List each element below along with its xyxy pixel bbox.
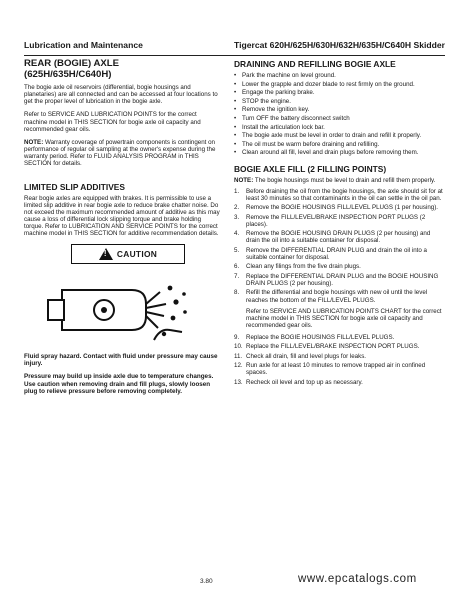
step-text: Run axle for at least 10 minutes to remove trapped air in confined spaces.: [246, 362, 426, 377]
note-label: NOTE:: [24, 138, 44, 146]
list-item: [234, 214, 445, 228]
step-number: 13.: [234, 378, 243, 386]
caution-label: CAUTION: [116, 248, 158, 259]
step-number: 8.: [234, 289, 240, 297]
caution-label-box: [71, 244, 185, 264]
list-item: [234, 263, 445, 270]
list-item: • Lower the grapple and dozer blade to rest firmly on the ground.: [234, 81, 445, 88]
step-number: 7.: [234, 272, 240, 280]
list-item: [234, 204, 445, 211]
draining-bullet-list: [234, 72, 445, 156]
list-item: [234, 362, 445, 376]
warranty-note: [24, 139, 221, 168]
list-item: [234, 273, 445, 287]
step-text: Before draining the oil from the bogie housings, the axle should sit for at least 30 minutes so that contaminants in the oil can settle in the oil pan.: [246, 187, 443, 202]
header-rule: [24, 55, 445, 56]
left-column: [24, 59, 221, 402]
list-item: [234, 188, 445, 202]
note-label: NOTE:: [234, 177, 254, 185]
list-item: • The bogie axle must be level in order to drain and refill it properly.: [234, 132, 445, 139]
list-item: [234, 334, 445, 341]
step-text: Check all drain, fill and level plugs for leaks.: [246, 352, 367, 360]
fill-steps-list: [234, 188, 445, 304]
pressure-warning: Pressure may build up inside axle due to temperature changes. Use caution when removing drain and fill plugs, slowly loosen plug to relieve pressure before removing completely.: [24, 373, 214, 396]
bogie-axle-heading: REAR (BOGIE) AXLE: [24, 58, 120, 69]
step-number: 3.: [234, 213, 240, 221]
step-text: Remove the DIFFERENTIAL DRAIN PLUG and drain the oil into a suitable container for disposal.: [246, 246, 427, 261]
fluid-spray-warning: Fluid spray hazard. Contact with fluid under pressure may cause injury.: [24, 352, 218, 367]
section-title: Lubrication and Maintenance: [24, 40, 143, 50]
list-item: • The oil must be warm before draining and refilling.: [234, 141, 445, 148]
limited-slip-heading: LIMITED SLIP ADDITIVES: [24, 181, 125, 192]
step-number: 9.: [234, 333, 240, 341]
step-number: 12.: [234, 362, 243, 370]
note-text: Warranty coverage of powertrain components is contingent on performance of regular oil sampling at the owner's expense during the warranty period. Refer to FLUID ANALYSIS PROGRAM in THIS SECTION for details.: [24, 138, 216, 168]
list-item: [234, 230, 445, 244]
list-item: [234, 247, 445, 261]
fluid-spray-hazard-icon: [42, 272, 192, 344]
step-text: Refill the differential and bogie housings with new oil until the level reaches the bottom of the FILL/LEVEL PLUGS.: [246, 289, 428, 304]
draining-heading: DRAINING AND REFILLING BOGIE AXLE: [234, 59, 396, 69]
list-item: • STOP the engine.: [234, 98, 445, 105]
bogie-axle-models: (625H/635H/C640H): [24, 68, 112, 80]
list-item: • Engage the parking brake.: [234, 89, 445, 96]
step-text: Replace the DIFFERENTIAL DRAIN PLUG and the BOGIE HOUSING DRAIN PLUGS (2 per housing).: [246, 272, 439, 287]
right-column: [234, 59, 445, 388]
step-text: Replace the FILL/LEVEL/BRAKE INSPECTION PORT PLUGS.: [246, 343, 420, 351]
step-number: 11.: [234, 352, 243, 360]
list-item: • Install the articulation lock bar.: [234, 124, 445, 131]
step-text: Recheck oil level and top up as necessary.: [246, 378, 363, 386]
bogie-axle-refer: Refer to SERVICE AND LUBRICATION POINTS for the correct machine model in THIS SECTION for bogie axle oil capacity and recommended gear oils.: [24, 111, 201, 133]
warning-triangle-icon: [99, 248, 113, 260]
step-text: Clean any filings from the five drain plugs.: [246, 263, 361, 271]
list-item: • Remove the ignition key.: [234, 106, 445, 113]
watermark: www.epcatalogs.com: [298, 573, 417, 585]
list-item: [234, 343, 445, 350]
list-item: [234, 379, 445, 386]
note-text: The bogie housings must be level to drain and refill them properly.: [253, 177, 436, 185]
page-header: [24, 40, 445, 54]
refer-note: Refer to SERVICE AND LUBRICATION POINTS CHART for the correct machine model in THIS SECTION for bogie axle oil capacity and recommended gear oils.: [246, 307, 442, 329]
list-item: [234, 289, 445, 303]
page-number: 3.80: [200, 578, 213, 585]
limited-slip-text: Rear bogie axles are equipped with brakes. It is permissible to use a limited slip additive in rear bogie axle to reduce brake chatter noise. Do not exceed the maximum recommended amount of additive as this may cause a loss of differential lock slipping torque and brake holding torque. Refer to LUBRICATION AND SERVICE POINTS for the correct machine model in THIS SECTION for additive recommendation details.: [24, 194, 220, 238]
step-number: 5.: [234, 246, 240, 254]
fill-note: [234, 177, 445, 184]
machine-title: Tigercat 620H/625H/630H/632H/635H/C640H Skidder: [234, 40, 445, 50]
step-text: Remove the FILL/LEVEL/BRAKE INSPECTION PORT PLUGS (2 places).: [246, 213, 426, 228]
bogie-axle-intro: The bogie axle oil reservoirs (differential, bogie housings and planetaries) are all connected and can be accessed at four locations to get the proper level of lubrication in the bogie axle.: [24, 84, 218, 106]
list-item: [234, 353, 445, 360]
step-number: 1.: [234, 187, 240, 195]
step-text: Replace the BOGIE HOUSINGS FILL/LEVEL PLUGS.: [246, 333, 395, 341]
fill-heading: BOGIE AXLE FILL (2 FILLING POINTS): [234, 164, 387, 175]
list-item: • Clean around all fill, level and drain plugs before removing them.: [234, 149, 445, 156]
step-number: 6.: [234, 263, 240, 271]
fill-steps-list-continued: [234, 334, 445, 386]
step-number: 10.: [234, 343, 243, 351]
list-item: • Park the machine on level ground.: [234, 72, 445, 79]
step-number: 2.: [234, 204, 240, 212]
step-text: Remove the BOGIE HOUSING DRAIN PLUGS (2 per housing) and drain the oil into a suitable container for disposal.: [246, 230, 431, 245]
step-number: 4.: [234, 230, 240, 238]
step-text: Remove the BOGIE HOUSINGS FILL/LEVEL PLUGS (1 per housing).: [246, 204, 439, 212]
list-item: • Turn OFF the battery disconnect switch: [234, 115, 445, 122]
